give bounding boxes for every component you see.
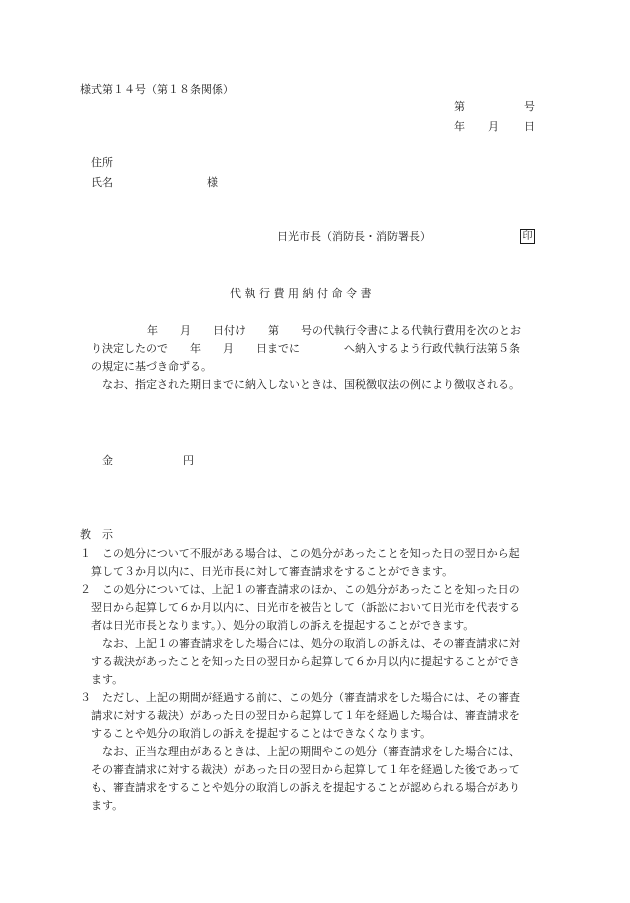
notice-3-line-5: その審査請求に対する裁決）があった日の翌日から起算して１年を経過した後であって: [91, 763, 520, 776]
issuer-title: 日光市長（消防長・消防署長）: [277, 230, 431, 243]
amount-kin: 金: [102, 454, 113, 467]
form-label: 様式第１４号（第１８条関係）: [80, 83, 234, 96]
notice-3-line-4: なお、正当な理由があるときは、上記の期間やこの処分（審査請求をした場合には、: [102, 745, 520, 758]
notice-1-line-2: 算して３か月以内に、日光市長に対して審査請求をすることができます。: [91, 565, 454, 578]
document-title: 代 執 行 費 用 納 付 命 令 書: [230, 287, 372, 300]
notice-2-line-5: する裁決があったことを知った日の翌日から起算して６か月以内に提起することができ: [91, 655, 520, 668]
notice-2-line-4: なお、上記１の審査請求をした場合には、処分の取消しの訴えは、その審査請求に対: [102, 637, 520, 650]
notice-2-line-6: ます。: [91, 673, 124, 686]
body-paragraph-2: なお、指定された期日までに納入しないときは、国税徴収法の例により徴収される。: [102, 378, 520, 391]
date-month: 月: [488, 120, 499, 133]
doc-number-suffix: 号: [524, 100, 535, 113]
seal-mark: 印: [520, 229, 535, 244]
notice-1-line-1: １ この処分について不服がある場合は、この処分があったことを知った日の翌日から起: [80, 547, 520, 560]
address-label: 住所: [91, 156, 113, 169]
date-year: 年: [454, 120, 465, 133]
notice-3-line-3: することや処分の取消しの訴えを提起することはできなくなります。: [91, 727, 432, 740]
notice-2-line-3: 者は日光市長となります。）、処分の取消しの訴えを提起することができます。: [91, 619, 475, 632]
notice-heading: 教 示: [80, 528, 113, 541]
body-line-3: の規定に基づき命ずる。: [91, 360, 212, 373]
notice-3-line-1: ３ ただし、上記の期間が経過する前に、この処分（審査請求をした場合には、その審査: [80, 691, 520, 704]
notice-3-line-7: ます。: [91, 799, 124, 812]
name-label: 氏名: [91, 176, 113, 189]
amount-yen: 円: [183, 454, 194, 467]
date-day: 日: [524, 120, 535, 133]
body-line-1: 年 月 日付け 第 号の代執行令書による代執行費用を次のとお: [147, 324, 521, 337]
notice-2-line-1: ２ この処分については、上記１の審査請求のほか、この処分があったことを知った日の: [80, 583, 520, 596]
notice-3-line-2: 請求に対する裁決）があった日の翌日から起算して１年を経過した場合は、審査請求を: [91, 709, 520, 722]
notice-2-line-2: 翌日から起算して６か月以内に、日光市を被告として（訴訟において日光市を代表する: [91, 601, 520, 614]
body-line-2: り決定したので 年 月 日までに へ納入するよう行政代執行法第５条: [91, 342, 520, 355]
doc-number-prefix: 第: [454, 100, 465, 113]
honorific: 様: [207, 176, 218, 189]
notice-3-line-6: も、審査請求をすることや処分の取消しの訴えを提起することが認められる場合があり: [91, 781, 520, 794]
